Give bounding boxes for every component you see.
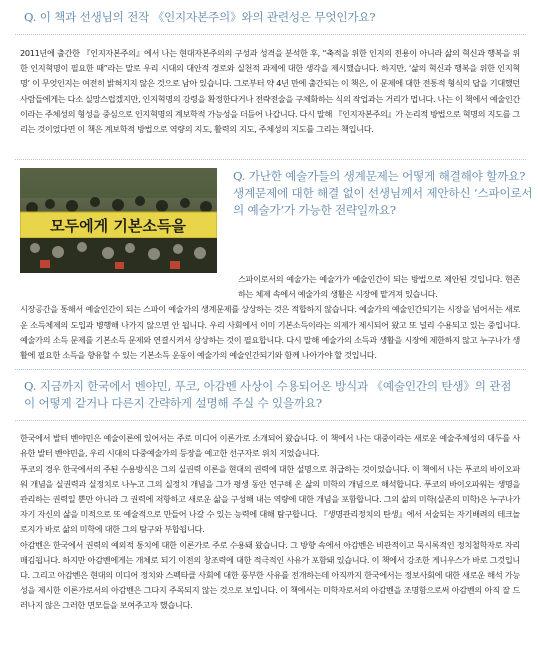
answer-1-text: 2011년에 출간한 『인지자본주의』에서 나는 현대자본주의의 구성과 성격을 분석한 후, “축적을 위한 인지의 전용이 아니라 삶의 혁신과 행복을 위한 인지혁명이 필요한 때”라는 말로 우리 시대의 대안적 경로와 실천적 과제에 대한 생각을 제시했습니다. 하지만, ‘삶의 혁신과 행복을 위한 인지혁명’ 이 무엇인지는 여전히 밝혀지지 않은 것으로 남아 있습니다. 그로부터 약 4년 만에 출간되는 이 책은, 이 문제에 대한 전통적 형식의 답을 기대했던 사람들에게는 다소 실망스럽겠지만, 인지혁명의 강령을 확정한다거나 전략전술을 구체화하는 식의 작업과는 거리가 멉니다. 나는 이 책에서 예술인간이라는 주체성의 형성을 중심으로 인지혁명의 계보학적 가능성을 더듬어 나갑니다. 다시 말해 『인지자본주의』가 논리적 방법으로 혁명의 지도를 그리는 것이었다면 이 책은 계보학적 방법으로 역량의 지도, 활력의 지도, 주체성의 지도를 그리는 책입니다.	[20, 48, 520, 135]
protest-photo	[20, 168, 217, 273]
answer-3	[15, 431, 526, 613]
answer-2-rest: 시장공간을 통해서 예술인간이 되는 스파이 예술가의 생계문제를 상상하는 것은 적합하지 않습니다. 예술가의 예술인간되기는 시장을 넘어서는 새로운 소득체제의 도입과 병행해 나가지 않으면 안 됩니다. 우리 사회에서 이미 기본소득이라는 의제가 제시되어 왔고 또 널리 수용되고 있는 중입니다. 예술가의 소득 문제를 기본소득 문제와 연결시켜서 상상하는 것이 필요합니다. 다시 말해 예술가의 소득과 생활을 시장에 제한하지 않고 누구나가 생활에 필요한 소득을 향유할 수 있는 기본소득 운동이 예술가의 예술인간되기와 함께 나아가야 할 것입니다.	[20, 304, 520, 361]
question-2-block	[15, 168, 533, 304]
question-3: Q. 지금까지 한국에서 벤야민, 푸코, 아감벤 사상이 수용되어온 방식과 《예술인간의 탄생》의 관점이 어떻게 같거나 다른지 간략하게 설명해 주실 수 있을까요?	[15, 369, 526, 421]
question-1: Q. 이 책과 선생님의 전작 《인지자본주의》와의 관련성은 무엇인가요?	[15, 0, 526, 35]
photo-banner-text: 모두에게 기본소득을	[50, 217, 186, 235]
protest-photo-illustration	[20, 168, 217, 273]
answer-3-para-3: 아감벤은 한국에서 권력의 예외적 통치에 대한 이론가로 주로 수용돼 왔습니다. 그 방향 속에서 아감벤은 비관적이고 묵시록적인 정치철학자로 자리매김됩니다. 하지만 아감벤에게는 개체로 되기 이전의 창조력에 대한 적극적인 사유가 포함돼 있습니다. 이 책에서 강조한 게니우스가 바로 그것입니다. 그리고 아감벤은 현대의 미디어 정치와 스펙타클 사회에 대한 풍부한 사유를 전개하는데 아직까지 한국에서는 정보사회에 대한 새로운 해석 가능성을 제시한 이론가로서의 아감벤은 그다지 주목되지 않는 것으로 보입니다. 이 책에서는 미학자로서의 아감벤을 조명함으로써 아감벤의 아직 잘 드러나지 않은 그러한 면모들을 보여주고자 했습니다.	[20, 539, 520, 611]
answer-3-para-1: 한국에서 발터 벤야민은 예술이론에 있어서는 주로 미디어 이론가로 소개되어 왔습니다. 이 책에서 나는 대중이라는 새로운 예술주체성의 대두를 사유한 발터 벤야민을, 우리 시대의 다중예술가의 등장을 예고한 선구자로 위치 지었습니다.	[20, 433, 520, 459]
answer-3-para-2: 푸코의 경우 한국에서의 주된 수용방식은 그의 실권력 이론을 현대의 권력에 대한 설명으로 취급하는 것이었습니다. 이 책에서 나는 푸코의 바이오파워 개념을 실권력과 실정치로 나누고 그의 실정치 개념을 그가 평생 동안 연구해 온 삶의 미학의 개념으로 해석합니다. 푸코의 바이오파워는 생명을 관리하는 권력일 뿐만 아니라 그 권력에 저항하고 새로운 삶을 구성해 내는 역량에 대한 개념을 포함합니다. 그의 삶의 미학(실존의 미학)은 누구나가 자기 자신의 삶을 미적으로 또 예술적으로 만들어 나갈 수 있는 능력에 대해 탐구합니다. 『생명관리정치의 탄생』에서 서술되는 자기배려의 테크놀로지가 바로 삶의 미학에 대한 그의 탐구와 부합됩니다.	[20, 463, 520, 535]
answer-2-first: 스파이로서의 예술가는 예술가가 예술인간이 되는 방법으로 제안된 것입니다. 현존하는 체제 속에서 예술가의 생활은 시장에 맡겨져 있습니다.	[238, 274, 520, 300]
question-2: Q. 가난한 예술가들의 생계문제는 어떻게 해결해야 할까요? 생계문제에 대한 해결 없이 선생님께서 제안하신 ‘스파이로서의 예술가’가 가능한 전략일까요?	[233, 169, 533, 217]
answer-1	[15, 46, 526, 152]
divider	[15, 159, 526, 160]
